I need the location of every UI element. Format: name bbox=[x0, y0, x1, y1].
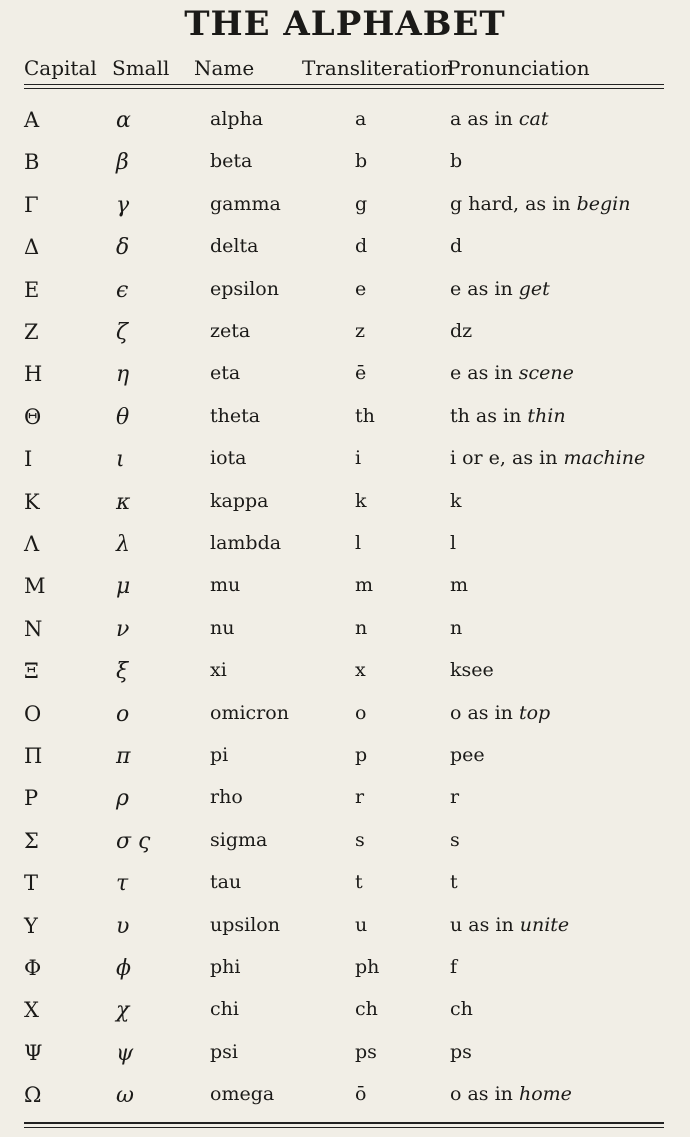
pronunciation bbox=[450, 108, 548, 130]
transliteration: n bbox=[355, 616, 368, 639]
small-letter: ϵ bbox=[116, 277, 129, 303]
small-letter: ξ bbox=[116, 659, 129, 685]
transliteration: o bbox=[355, 701, 367, 724]
pronunciation bbox=[450, 829, 460, 851]
header-pronunciation: Pronunciation bbox=[447, 56, 590, 80]
pronunciation-text: s bbox=[450, 828, 460, 851]
pronunciation-text: th as in bbox=[450, 404, 528, 427]
capital-letter: Β bbox=[24, 150, 40, 175]
transliteration: b bbox=[355, 150, 368, 173]
small-letter: ν bbox=[116, 616, 130, 642]
capital-letter: Ι bbox=[24, 447, 33, 472]
capital-letter: Ξ bbox=[24, 659, 39, 684]
table-row bbox=[0, 362, 690, 402]
pronunciation-example: get bbox=[518, 277, 550, 300]
transliteration: g bbox=[355, 192, 368, 215]
pronunciation-text: u as in bbox=[450, 913, 520, 936]
pronunciation-text: k bbox=[450, 489, 462, 512]
pronunciation-text: t bbox=[450, 871, 458, 894]
transliteration: k bbox=[355, 489, 367, 512]
capital-letter: Φ bbox=[24, 956, 42, 980]
letter-name: theta bbox=[210, 404, 261, 427]
small-letter: τ bbox=[116, 871, 129, 897]
footer-rule-bottom bbox=[24, 1127, 664, 1128]
small-letter: β bbox=[116, 150, 129, 176]
table-row bbox=[0, 490, 690, 530]
capital-letter: Υ bbox=[24, 913, 38, 938]
transliteration: ph bbox=[355, 956, 380, 978]
small-letter: γ bbox=[116, 192, 130, 218]
table-row bbox=[0, 1083, 690, 1123]
pronunciation-text: b bbox=[450, 150, 463, 173]
letter-name: pi bbox=[210, 744, 229, 766]
transliteration: m bbox=[355, 574, 374, 597]
table-row bbox=[0, 956, 690, 996]
pronunciation-text: e as in bbox=[450, 362, 519, 385]
header-rule-bottom bbox=[24, 88, 664, 89]
table-row bbox=[0, 744, 690, 784]
pronunciation-text: pee bbox=[450, 744, 485, 766]
pronunciation bbox=[450, 532, 456, 554]
letter-name: omicron bbox=[210, 701, 289, 724]
pronunciation bbox=[450, 956, 457, 978]
letter-name: gamma bbox=[210, 192, 281, 215]
small-letter: δ bbox=[116, 235, 130, 261]
pronunciation bbox=[450, 490, 462, 512]
table-row bbox=[0, 405, 690, 445]
pronunciation bbox=[450, 659, 494, 681]
small-letter: π bbox=[116, 744, 131, 769]
table-row bbox=[0, 659, 690, 699]
pronunciation-example: begin bbox=[576, 192, 631, 215]
pronunciation-text: d bbox=[450, 235, 463, 258]
page-title: THE ALPHABET bbox=[184, 4, 506, 44]
letter-name: zeta bbox=[210, 320, 251, 342]
capital-letter: Δ bbox=[24, 235, 40, 260]
header-name: Name bbox=[194, 56, 255, 80]
capital-letter: Ρ bbox=[24, 786, 39, 811]
letter-name: rho bbox=[210, 786, 243, 809]
transliteration: a bbox=[355, 108, 367, 130]
capital-letter: Π bbox=[24, 744, 43, 768]
pronunciation bbox=[450, 1041, 472, 1063]
table-row bbox=[0, 786, 690, 826]
pronunciation-text: ksee bbox=[450, 659, 494, 682]
pronunciation-text: ps bbox=[450, 1040, 472, 1063]
small-letter: σ ς bbox=[116, 828, 151, 854]
table-row bbox=[0, 829, 690, 869]
transliteration: p bbox=[355, 744, 368, 766]
pronunciation bbox=[450, 278, 550, 300]
capital-letter: Σ bbox=[24, 828, 39, 853]
table-row bbox=[0, 871, 690, 911]
header-rule-top bbox=[24, 84, 664, 85]
small-letter: ζ bbox=[116, 320, 128, 345]
letter-name: psi bbox=[210, 1040, 238, 1063]
capital-letter: Ε bbox=[24, 277, 40, 302]
pronunciation bbox=[450, 786, 459, 808]
letter-name: sigma bbox=[210, 828, 268, 851]
pronunciation-example: home bbox=[518, 1083, 572, 1106]
footer-rule-top bbox=[24, 1122, 664, 1124]
letter-name: alpha bbox=[210, 108, 264, 130]
table-row bbox=[0, 235, 690, 275]
capital-letter: Μ bbox=[24, 574, 46, 599]
capital-letter: Ζ bbox=[24, 320, 39, 344]
pronunciation bbox=[450, 617, 462, 639]
letter-name: mu bbox=[210, 574, 241, 597]
letter-name: beta bbox=[210, 150, 253, 173]
table-row bbox=[0, 278, 690, 318]
transliteration: s bbox=[355, 828, 365, 851]
capital-letter: Ψ bbox=[24, 1040, 43, 1065]
pronunciation bbox=[450, 702, 550, 724]
letter-name: kappa bbox=[210, 489, 269, 512]
small-letter: χ bbox=[116, 998, 130, 1024]
letter-name: xi bbox=[210, 659, 227, 682]
table-row bbox=[0, 447, 690, 487]
pronunciation bbox=[450, 405, 566, 427]
pronunciation bbox=[450, 574, 468, 596]
capital-letter: Θ bbox=[24, 404, 42, 429]
table-row bbox=[0, 1041, 690, 1081]
table-row bbox=[0, 108, 690, 148]
capital-letter: Τ bbox=[24, 871, 39, 896]
transliteration: ps bbox=[355, 1040, 377, 1063]
pronunciation-text: l bbox=[450, 532, 457, 554]
header-transliteration: Transliteration bbox=[302, 56, 454, 80]
pronunciation bbox=[450, 362, 574, 384]
transliteration: i bbox=[355, 447, 362, 470]
transliteration: ē bbox=[355, 362, 367, 385]
table-row bbox=[0, 702, 690, 742]
pronunciation-text: a as in bbox=[450, 108, 519, 130]
header-capital: Capital bbox=[24, 56, 97, 80]
transliteration: d bbox=[355, 235, 368, 258]
transliteration: u bbox=[355, 913, 368, 936]
capital-letter: Χ bbox=[24, 998, 39, 1023]
header-small: Small bbox=[112, 56, 170, 80]
capital-letter: Η bbox=[24, 362, 43, 387]
capital-letter: Α bbox=[24, 108, 40, 132]
transliteration: l bbox=[355, 532, 362, 554]
pronunciation bbox=[450, 235, 462, 257]
table-row bbox=[0, 532, 690, 572]
transliteration: t bbox=[355, 871, 363, 894]
pronunciation-text: m bbox=[450, 574, 469, 597]
capital-letter: Ω bbox=[24, 1083, 42, 1108]
letter-name: iota bbox=[210, 447, 247, 470]
transliteration: e bbox=[355, 277, 367, 300]
transliteration: x bbox=[355, 659, 366, 682]
table-row bbox=[0, 617, 690, 657]
small-letter: ο bbox=[116, 701, 130, 727]
small-letter: α bbox=[116, 108, 131, 133]
pronunciation bbox=[450, 193, 630, 215]
pronunciation-text: i or e, as in bbox=[450, 447, 564, 470]
small-letter: ω bbox=[116, 1083, 134, 1109]
letter-name: phi bbox=[210, 956, 241, 978]
pronunciation bbox=[450, 871, 458, 893]
pronunciation-example: scene bbox=[518, 362, 574, 385]
pronunciation-example: top bbox=[518, 701, 551, 724]
small-letter: λ bbox=[116, 532, 130, 557]
small-letter: κ bbox=[116, 489, 131, 515]
transliteration: r bbox=[355, 786, 365, 809]
letter-name: nu bbox=[210, 616, 235, 639]
table-row bbox=[0, 320, 690, 360]
pronunciation-text: r bbox=[450, 786, 460, 809]
pronunciation-text: e as in bbox=[450, 277, 519, 300]
small-letter: ρ bbox=[116, 786, 129, 812]
pronunciation-text: dz bbox=[450, 320, 473, 342]
small-letter: ϕ bbox=[116, 956, 131, 981]
pronunciation-text: g hard, as in bbox=[450, 192, 577, 215]
transliteration: ch bbox=[355, 998, 378, 1021]
small-letter: θ bbox=[116, 404, 130, 430]
pronunciation bbox=[450, 744, 485, 766]
table-row bbox=[0, 574, 690, 614]
table-row bbox=[0, 150, 690, 190]
pronunciation-example: cat bbox=[518, 108, 549, 130]
table-row bbox=[0, 914, 690, 954]
small-letter: υ bbox=[116, 913, 130, 939]
letter-name: lambda bbox=[210, 532, 282, 554]
letter-name: delta bbox=[210, 235, 259, 258]
letter-name: tau bbox=[210, 871, 242, 894]
pronunciation-example: machine bbox=[563, 447, 646, 470]
pronunciation-text: o as in bbox=[450, 701, 519, 724]
letter-name: chi bbox=[210, 998, 239, 1021]
letter-name: eta bbox=[210, 362, 241, 385]
pronunciation bbox=[450, 150, 462, 172]
small-letter: ψ bbox=[116, 1040, 134, 1066]
small-letter: ι bbox=[116, 447, 125, 473]
pronunciation-example: unite bbox=[519, 913, 570, 936]
letter-name: epsilon bbox=[210, 277, 279, 300]
pronunciation-text: n bbox=[450, 616, 463, 639]
pronunciation bbox=[450, 320, 472, 342]
capital-letter: Κ bbox=[24, 489, 40, 514]
pronunciation-example: thin bbox=[527, 404, 566, 427]
table-row bbox=[0, 998, 690, 1038]
capital-letter: Γ bbox=[24, 192, 39, 217]
small-letter: μ bbox=[116, 574, 131, 600]
transliteration: th bbox=[355, 404, 375, 427]
letter-name: omega bbox=[210, 1083, 275, 1106]
pronunciation-text: o as in bbox=[450, 1083, 519, 1106]
pronunciation bbox=[450, 447, 645, 469]
letter-name: upsilon bbox=[210, 913, 280, 936]
pronunciation-text: ch bbox=[450, 998, 473, 1021]
pronunciation-text: f bbox=[450, 956, 458, 978]
capital-letter: Ν bbox=[24, 616, 43, 641]
pronunciation bbox=[450, 914, 569, 936]
transliteration: z bbox=[355, 320, 366, 342]
pronunciation bbox=[450, 1083, 572, 1105]
capital-letter: Ο bbox=[24, 701, 42, 726]
table-row bbox=[0, 193, 690, 233]
capital-letter: Λ bbox=[24, 532, 40, 556]
small-letter: η bbox=[116, 362, 130, 388]
transliteration: ō bbox=[355, 1083, 367, 1106]
pronunciation bbox=[450, 998, 473, 1020]
